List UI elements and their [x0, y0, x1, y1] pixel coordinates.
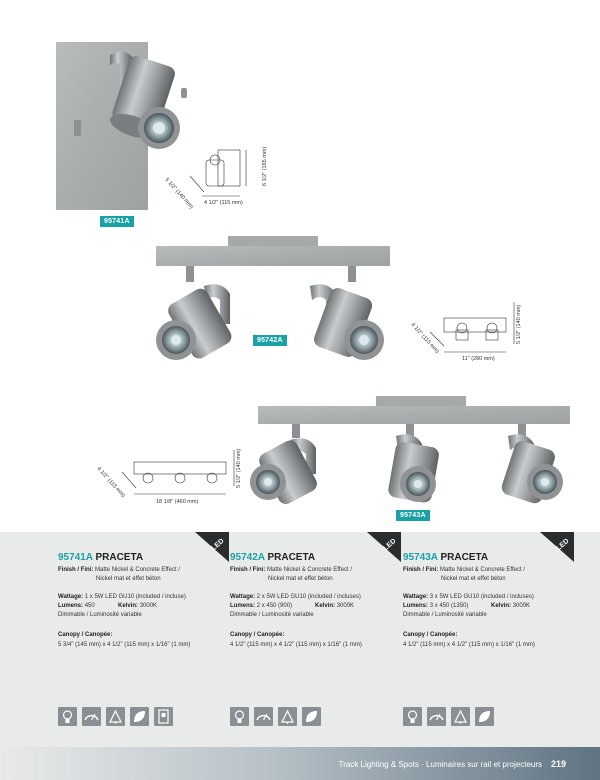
spec-column-95741a	[58, 532, 228, 747]
dimmer-icon	[254, 707, 273, 726]
led-badge	[367, 532, 401, 562]
svg-text:LED: LED	[555, 537, 571, 553]
wattage-line: Wattage: 2 x 5W LED GU10 (included / incluses)	[230, 594, 361, 600]
energy-leaf-icon	[302, 707, 321, 726]
kelvin-line: Kelvin: 3000K	[315, 603, 355, 609]
lumens-line: Lumens: 450	[58, 603, 95, 609]
led-bulb-icon	[403, 707, 422, 726]
canopy-value: 4 1/2" (115 mm) x 4 1/2" (115 mm) x 1/16" (1 mm)	[230, 642, 362, 648]
finish-fr-line: Nickel mat et effet béton	[441, 576, 506, 582]
page-number: 219	[550, 759, 566, 769]
dimmer-icon	[82, 707, 101, 726]
finish-line: Finish / Fini: Matte Nickel & Concrete Effect /	[403, 567, 525, 573]
dimmable-line: Dimmable / Luminosité variable	[230, 612, 314, 618]
product-tag-95742a: 95742A	[253, 335, 287, 346]
dimension-drawing-95741a	[190, 150, 246, 196]
canopy-label: Canopy / Canopée:	[403, 632, 458, 638]
wattage-line: Wattage: 3 x 5W LED GU10 (included / incluses)	[403, 594, 534, 600]
canopy-value: 4 1/2" (115 mm) x 4 1/2" (115 mm) x 1/16" (1 mm)	[403, 642, 535, 648]
lamp-bulb-icon	[451, 707, 470, 726]
kelvin-line: Kelvin: 3000K	[491, 603, 531, 609]
led-bulb-icon	[230, 707, 249, 726]
finish-fr-line: Nickel mat et effet béton	[268, 576, 333, 582]
canopy-label: Canopy / Canopée:	[230, 632, 285, 638]
led-badge	[195, 532, 229, 562]
page-footer	[0, 747, 600, 780]
dim-95743a-height: 5 1/2" (140 mm)	[236, 448, 242, 488]
dimmable-line: Dimmable / Luminosité variable	[403, 612, 487, 618]
energy-leaf-icon	[130, 707, 149, 726]
spec-column-95743a	[403, 532, 573, 747]
footer-section-title: Track Lighting & Spots · Luminaires sur rail et projecteurs	[338, 760, 542, 769]
spec-section	[0, 532, 600, 747]
dim-95743a-depth: 4 1/2" (115 mm)	[95, 466, 126, 499]
product-title: 95741A PRACETA	[58, 552, 144, 563]
lumens-line: Lumens: 2 x 450 (900)	[230, 603, 293, 609]
finish-line: Finish / Fini: Matte Nickel & Concrete Effect /	[230, 567, 352, 573]
bar-95743a-image	[250, 396, 570, 507]
product-title: 95743A PRACETA	[403, 552, 489, 563]
canopy-value: 5 3/4" (145 mm) x 4 1/2" (115 mm) x 1/16" (1 mm)	[58, 642, 191, 648]
dim-95742a-depth: 4 1/2" (115 mm)	[409, 322, 440, 355]
product-tag-95743a: 95743A	[396, 510, 430, 521]
wattage-line: Wattage: 1 x 5W LED GU10 (included / incluse)	[58, 594, 186, 600]
kelvin-line: Kelvin: 3000K	[118, 603, 158, 609]
led-bulb-icon	[58, 707, 77, 726]
canopy-label: Canopy / Canopée:	[58, 632, 113, 638]
dim-95742a-width: 11" (280 mm)	[462, 356, 495, 362]
dimmer-icon	[427, 707, 446, 726]
dim-95741a-depth: 5 1/2" (140 mm)	[163, 177, 195, 211]
finish-fr-line: Nickel mat et effet béton	[96, 576, 161, 582]
dimension-drawing-95742a	[430, 302, 514, 352]
switch-icon	[154, 707, 173, 726]
product-tag-95741a: 95741A	[100, 216, 134, 227]
finish-line: Finish / Fini: Matte Nickel & Concrete Effect /	[58, 567, 180, 573]
lamp-bulb-icon	[278, 707, 297, 726]
dim-95741a-width: 4 1/2" (115 mm)	[204, 200, 243, 206]
led-badge	[540, 532, 574, 562]
dim-95743a-width: 18 1/8" (460 mm)	[156, 499, 199, 505]
spec-column-95742a	[230, 532, 400, 747]
svg-text:LED: LED	[210, 537, 226, 553]
dimmable-line: Dimmable / Luminosité variable	[58, 612, 142, 618]
svg-text:LED: LED	[382, 537, 398, 553]
lumens-line: Lumens: 3 x 450 (1350)	[403, 603, 469, 609]
product-title: 95742A PRACETA	[230, 552, 316, 563]
dim-95741a-height: 6 1/2" (165 mm)	[262, 146, 268, 186]
dim-95742a-height: 5 1/2" (140 mm)	[516, 304, 522, 344]
lamp-bulb-icon	[106, 707, 125, 726]
energy-leaf-icon	[475, 707, 494, 726]
dimension-drawing-95743a	[122, 450, 234, 494]
